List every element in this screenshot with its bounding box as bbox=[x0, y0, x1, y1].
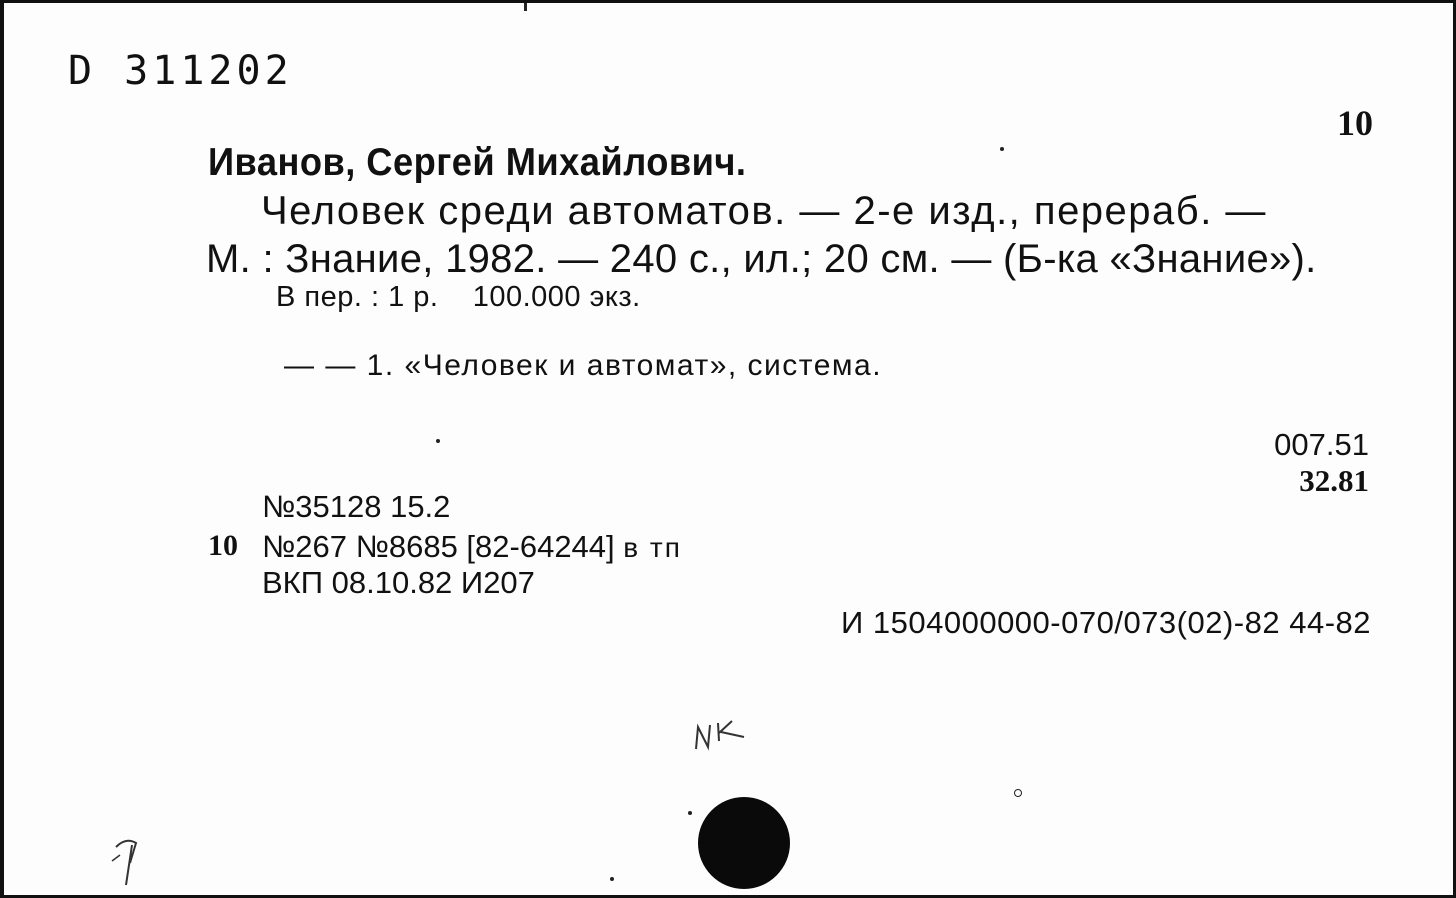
ink-speck bbox=[1000, 147, 1004, 151]
publisher-index: И 1504000000-070/073(02)-82 44-82 bbox=[840, 605, 1371, 640]
handwritten-initials bbox=[690, 715, 760, 755]
ink-speck bbox=[436, 439, 440, 443]
bbk-class: 32.81 bbox=[1299, 463, 1369, 498]
registration-numbers: №267 №8685 [82-64244] bbox=[262, 529, 615, 564]
registration-line-3: ВКП 08.10.82 И207 bbox=[262, 565, 535, 600]
registration-line-2 bbox=[262, 531, 682, 562]
inventory-stamp: D 311202 bbox=[68, 48, 293, 94]
handwritten-mark bbox=[108, 833, 148, 893]
author-heading: Иванов, Сергей Михайлович. bbox=[208, 141, 747, 184]
subject-tracing: — — 1. «Человек и автомат», система. bbox=[284, 349, 883, 382]
ink-speck bbox=[688, 811, 692, 815]
imprint-statement: М. : Знание, 1982. — 240 с., ил.; 20 см. — (Б-ка «Знание»). bbox=[206, 237, 1317, 281]
registration-note: в тп bbox=[623, 532, 682, 563]
ink-speck bbox=[524, 3, 527, 11]
card-number: 10 bbox=[1337, 103, 1373, 143]
udc-class: 007.51 bbox=[1274, 427, 1369, 462]
title-statement: Человек среди автоматов. — 2-е изд., перераб. — bbox=[261, 189, 1267, 233]
ink-speck bbox=[610, 877, 614, 881]
price-print-run: В пер. : 1 р. 100.000 экз. bbox=[276, 281, 641, 313]
registration-line-1: №35128 15.2 bbox=[262, 489, 451, 524]
registration-count: 10 bbox=[208, 529, 238, 562]
ink-speck bbox=[1014, 789, 1022, 797]
punch-hole bbox=[698, 797, 790, 889]
